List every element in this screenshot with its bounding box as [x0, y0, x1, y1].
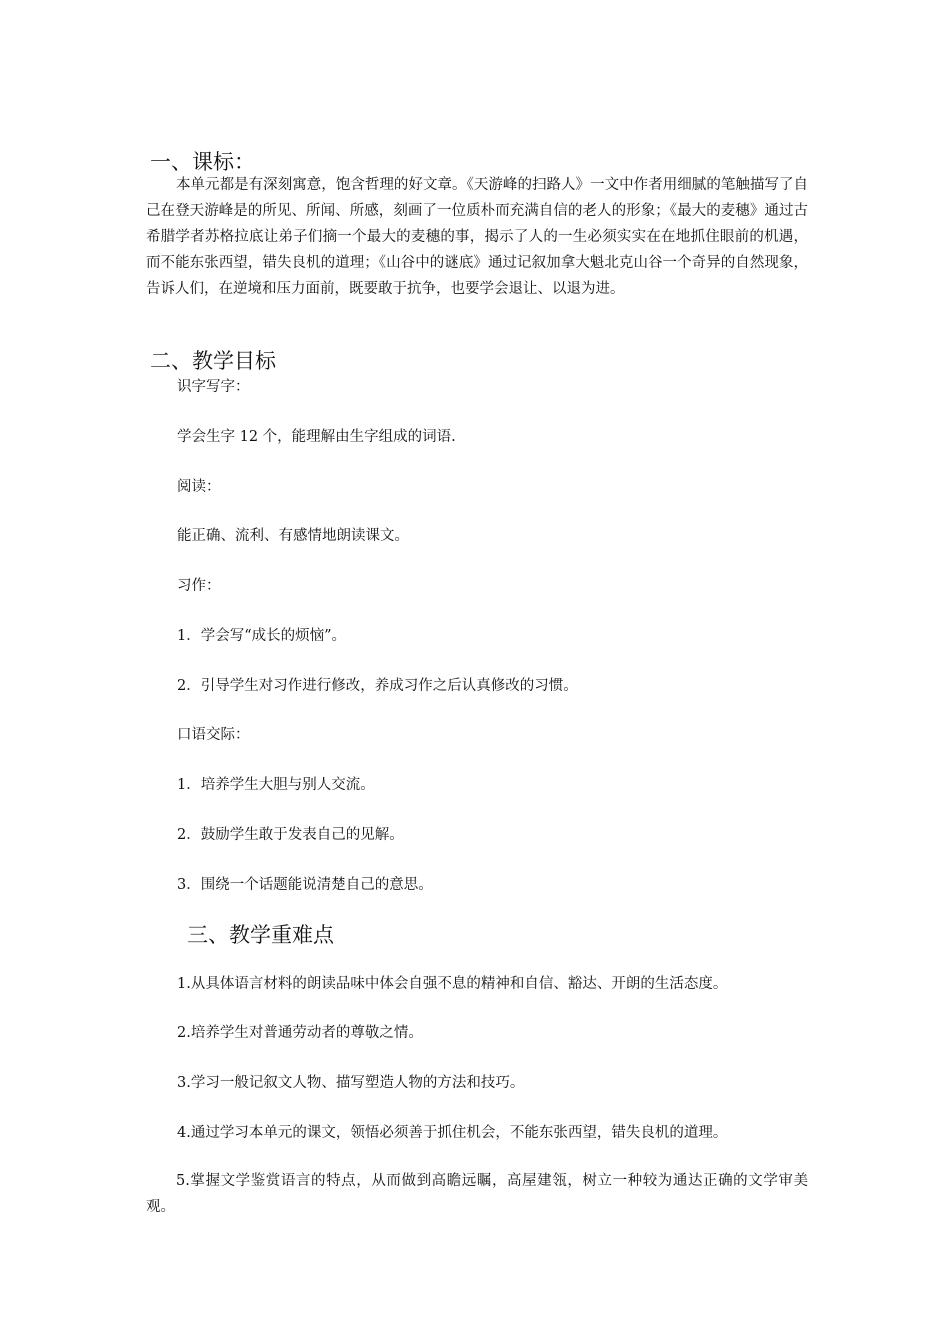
objective-line: 习作：: [177, 578, 221, 594]
objective-line: 阅读：: [177, 479, 221, 495]
key-point-item: 2.培养学生对普通劳动者的尊敬之情。: [177, 1025, 423, 1041]
section-heading-objectives: 二、教学目标: [150, 349, 276, 373]
objective-line: 3．围绕一个话题能说清楚自己的意思。: [177, 877, 433, 893]
objective-line: 1．学会写“成长的烦恼”。: [177, 628, 347, 644]
key-point-item: 1.从具体语言材料的朗读品味中体会自强不息的精神和自信、豁达、开朗的生活态度。: [177, 976, 728, 992]
objective-line: 2．鼓励学生敢于发表自己的见解。: [177, 827, 404, 843]
section-heading-standards: 一、课标：: [150, 150, 255, 174]
key-point-item: 5.掌握文学鉴赏语言的特点，从而做到高瞻远瞩，高屋建瓴，树立一种较为通达正确的文学审美观。: [146, 1173, 808, 1215]
objective-line: 口语交际：: [177, 727, 250, 743]
key-point-item: 3.学习一般记叙文人物、描写塑造人物的方法和技巧。: [177, 1075, 525, 1091]
objective-line: 1．培养学生大胆与别人交流。: [177, 777, 375, 793]
section-heading-key-points: 三、教学重难点: [187, 923, 334, 947]
standards-paragraph: 本单元都是有深刻寓意，饱含哲理的好文章。《天游峰的扫路人》一文中作者用细腻的笔触描写了自己在登天游峰是的所见、所闻、所感，刻画了一位质朴而充满自信的老人的形象；《最大的麦穗》通过古希腊学者苏格拉底让弟子们摘一个最大的麦穗的事，揭示了人的一生必须实实在在地抓住眼前的机遇，而不能东张西望，错失良机的道理；《山谷中的谜底》通过记叙加拿大魁北克山谷一个奇异的自然现象，告诉人们，在逆境和压力面前，既要敢于抗争，也要学会退让、以退为进。: [146, 177, 808, 297]
objective-line: 识字写字：: [177, 379, 250, 395]
objective-line: 2．引导学生对习作进行修改，养成习作之后认真修改的习惯。: [177, 678, 578, 694]
objective-line: 能正确、流利、有感情地朗读课文。: [177, 528, 409, 544]
key-point-item: 4.通过学习本单元的课文，领悟必须善于抓住机会，不能东张西望，错失良机的道理。: [177, 1125, 728, 1141]
objective-line: 学会生字 12 个，能理解由生字组成的词语.: [177, 429, 456, 445]
